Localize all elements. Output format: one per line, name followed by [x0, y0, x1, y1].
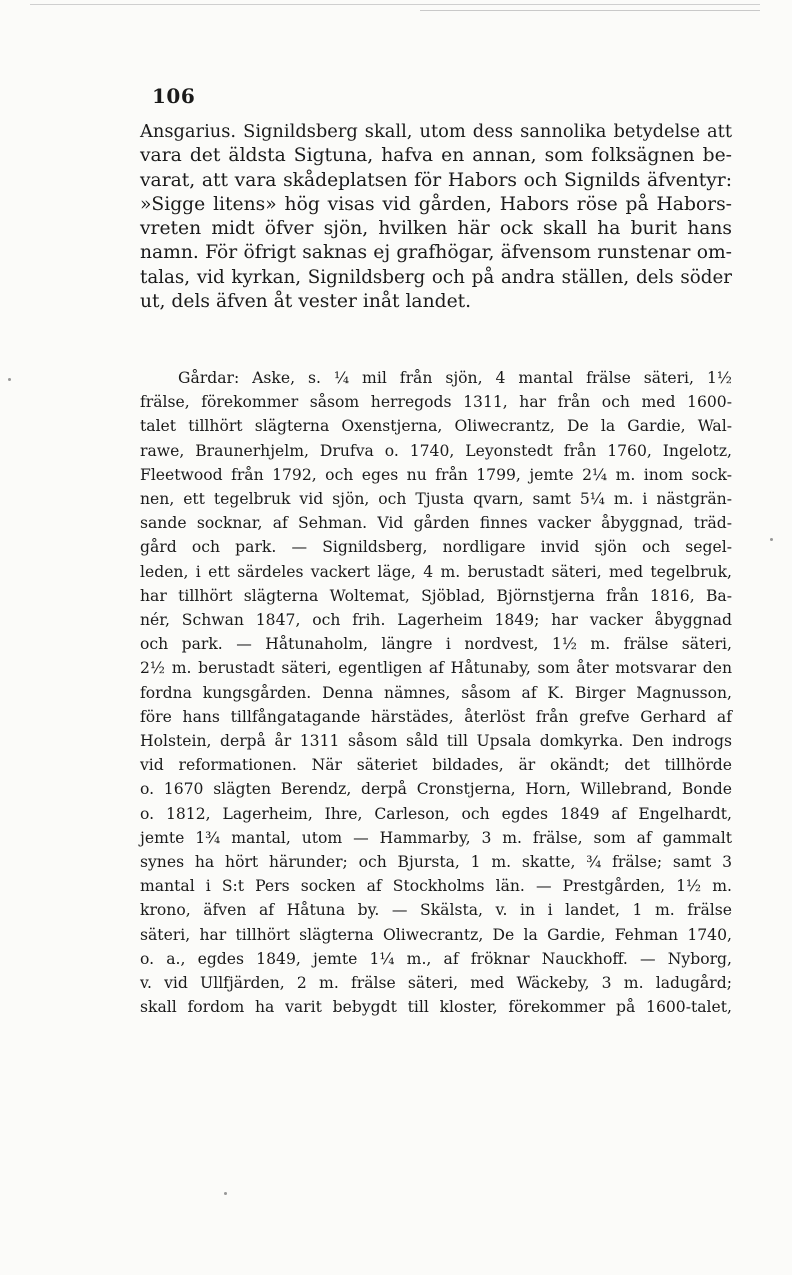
page-number: 106: [152, 84, 196, 108]
intro-line: Ansgarius. Signildsberg skall, utom dess sannolika betydelse att: [140, 121, 732, 142]
body-line: gård och park. — Signildsberg, nordligare invid sjön och segel-: [140, 538, 732, 557]
body-line: rawe, Braunerhjelm, Drufva o. 1740, Leyonstedt från 1760, Ingelotz,: [140, 441, 732, 460]
ink-speck: [770, 538, 773, 541]
ink-speck: [224, 1192, 227, 1195]
body-line: jemte 1¾ mantal, utom — Hammarby, 3 m. frälse, som af gammalt: [140, 828, 732, 847]
body-line: sande socknar, af Sehman. Vid gården finnes vacker åbyggnad, träd-: [140, 514, 732, 533]
body-line: mantal i S:t Pers socken af Stockholms län. — Prestgården, 1½ m.: [140, 877, 732, 896]
intro-line: »Sigge litens» hög visas vid gården, Habors röse på Habors-: [140, 193, 732, 215]
body-line: 2½ m. berustadt säteri, egentligen af Håtunaby, som åter motsvarar den: [140, 659, 732, 678]
body-line: v. vid Ullfjärden, 2 m. frälse säteri, med Wäckeby, 3 m. ladugård;: [140, 974, 732, 993]
intro-line: vara det äldsta Sigtuna, hafva en annan, som folksägnen be-: [140, 145, 732, 167]
body-line: synes ha hört härunder; och Bjursta, 1 m. skatte, ¾ frälse; samt 3: [140, 853, 732, 872]
intro-line: vreten midt öfver sjön, hvilken här ock skall ha burit hans: [140, 218, 732, 240]
body-line: vid reformationen. När säteriet bildades, är okändt; det tillhörde: [140, 756, 732, 775]
body-line: nen, ett tegelbruk vid sjön, och Tjusta qvarn, samt 5¼ m. i nästgrän-: [140, 490, 732, 509]
body-line: Gårdar: Aske, s. ¼ mil från sjön, 4 mantal frälse säteri, 1½: [178, 369, 732, 387]
body-line: skall fordom ha varit bebygdt till kloster, förekommer på 1600-talet,: [140, 998, 732, 1017]
ink-speck: [8, 378, 11, 381]
body-line: o. a., egdes 1849, jemte 1¼ m., af fröknar Nauckhoff. — Nyborg,: [140, 949, 732, 968]
top-rule-secondary: [420, 10, 760, 11]
intro-line: talas, vid kyrkan, Signildsberg och på andra ställen, dels söder: [140, 266, 732, 288]
body-line: och park. — Håtunaholm, längre i nordvest, 1½ m. frälse säteri,: [140, 635, 732, 654]
body-line: fordna kungsgården. Denna nämnes, såsom af K. Birger Magnusson,: [140, 683, 732, 702]
body-line: nér, Schwan 1847, och frih. Lagerheim 1849; har vacker åbyggnad: [140, 611, 732, 630]
intro-line: ut, dels äfven åt vester inåt landet.: [140, 291, 472, 313]
body-line: Fleetwood från 1792, och eges nu från 1799, jemte 2¼ m. inom sock-: [140, 465, 732, 484]
intro-line: varat, att vara skådeplatsen för Habors och Signilds äfventyr:: [140, 169, 732, 191]
body-line: före hans tillfångatagande härstädes, återlöst från grefve Gerhard af: [140, 707, 732, 726]
body-line: talet tillhört slägterna Oxenstjerna, Oliwecrantz, De la Gardie, Wal-: [140, 417, 732, 436]
body-line: leden, i ett särdeles vackert läge, 4 m. berustadt säteri, med tegelbruk,: [140, 562, 732, 581]
intro-line: namn. För öfrigt saknas ej grafhögar, äfvensom runstenar om-: [140, 242, 732, 264]
body-line: frälse, förekommer såsom herregods 1311, har från och med 1600-: [140, 393, 732, 412]
body-line: har tillhört slägterna Woltemat, Sjöblad, Björnstjerna från 1816, Ba-: [140, 586, 732, 605]
body-line: krono, äfven af Håtuna by. — Skälsta, v. in i landet, 1 m. frälse: [140, 901, 732, 920]
body-line: o. 1670 slägten Berendz, derpå Cronstjerna, Horn, Willebrand, Bonde: [140, 780, 732, 799]
intro-paragraph: [140, 120, 732, 314]
estates-paragraph: [140, 366, 732, 1019]
body-line: o. 1812, Lagerheim, Ihre, Carleson, och egdes 1849 af Engelhardt,: [140, 804, 732, 823]
body-line: Holstein, derpå år 1311 såsom såld till Upsala domkyrka. Den indrogs: [140, 732, 732, 751]
top-rule: [30, 4, 760, 5]
body-line: säteri, har tillhört slägterna Oliwecrantz, De la Gardie, Fehman 1740,: [140, 925, 732, 944]
